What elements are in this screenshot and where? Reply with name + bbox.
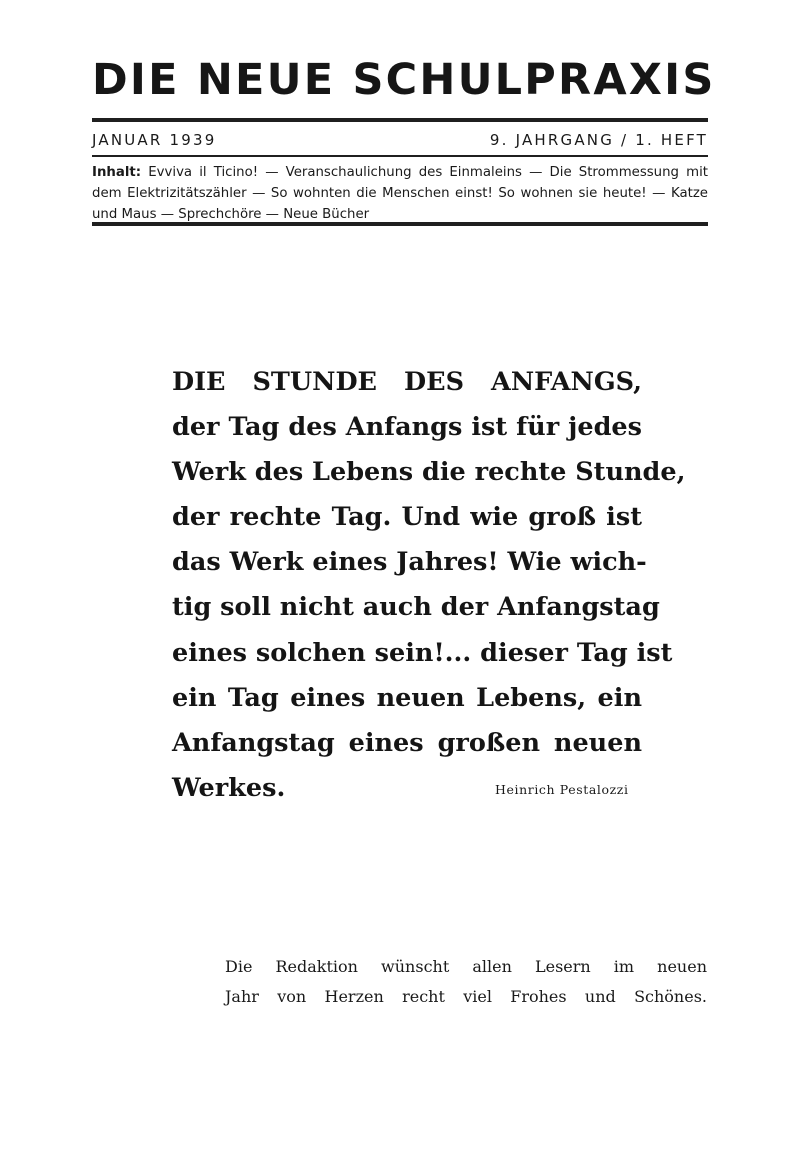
issue-volume: 9. JAHRGANG / 1. HEFT <box>489 131 708 149</box>
header-rule-top <box>92 118 708 122</box>
quote-line: tig soll nicht auch der Anfangstag <box>172 592 660 623</box>
journal-title: DIE NEUE SCHULPRAXIS <box>92 55 716 105</box>
quote-line: DIE STUNDE DES ANFANGS, <box>172 367 642 397</box>
quote-line: Werkes. <box>172 772 286 803</box>
header-rule-middle <box>92 155 708 157</box>
contents-text: Evviva il Ticino! — Veranschaulichung des Einmaleins — Die Strommessung mit dem Elektrizitätszähler — So wohnten die Menschen einst! So wohnen sie heute! — Katze und Maus — Sprechchöre — Neue Bücher <box>92 165 708 222</box>
quote-line: Anfangstag eines großen neuen <box>172 727 642 758</box>
quote-line: eines solchen sein!... dieser Tag ist <box>172 637 673 668</box>
contents-label: Inhalt: <box>92 165 142 180</box>
issue-info-row <box>92 128 708 152</box>
pestalozzi-quote <box>172 360 686 811</box>
quote-line: das Werk eines Jahres! Wie wich- <box>172 547 647 578</box>
quote-line: der rechte Tag. Und wie groß ist <box>172 502 642 533</box>
quote-line: Werk des Lebens die rechte Stunde, <box>172 457 686 488</box>
quote-line: der Tag des Anfangs ist für jedes <box>172 412 642 443</box>
greeting-line: Die Redaktion wünscht allen Lesern im neuen <box>225 957 707 976</box>
issue-date: JANUAR 1939 <box>92 131 217 149</box>
header-rule-bottom <box>92 222 708 226</box>
quote-line: ein Tag eines neuen Lebens, ein <box>172 682 642 713</box>
table-of-contents <box>92 162 708 225</box>
editorial-greeting <box>225 952 707 1012</box>
quote-author: Heinrich Pestalozzi <box>495 782 629 797</box>
greeting-line: Jahr von Herzen recht viel Frohes und Schönes. <box>225 987 707 1006</box>
